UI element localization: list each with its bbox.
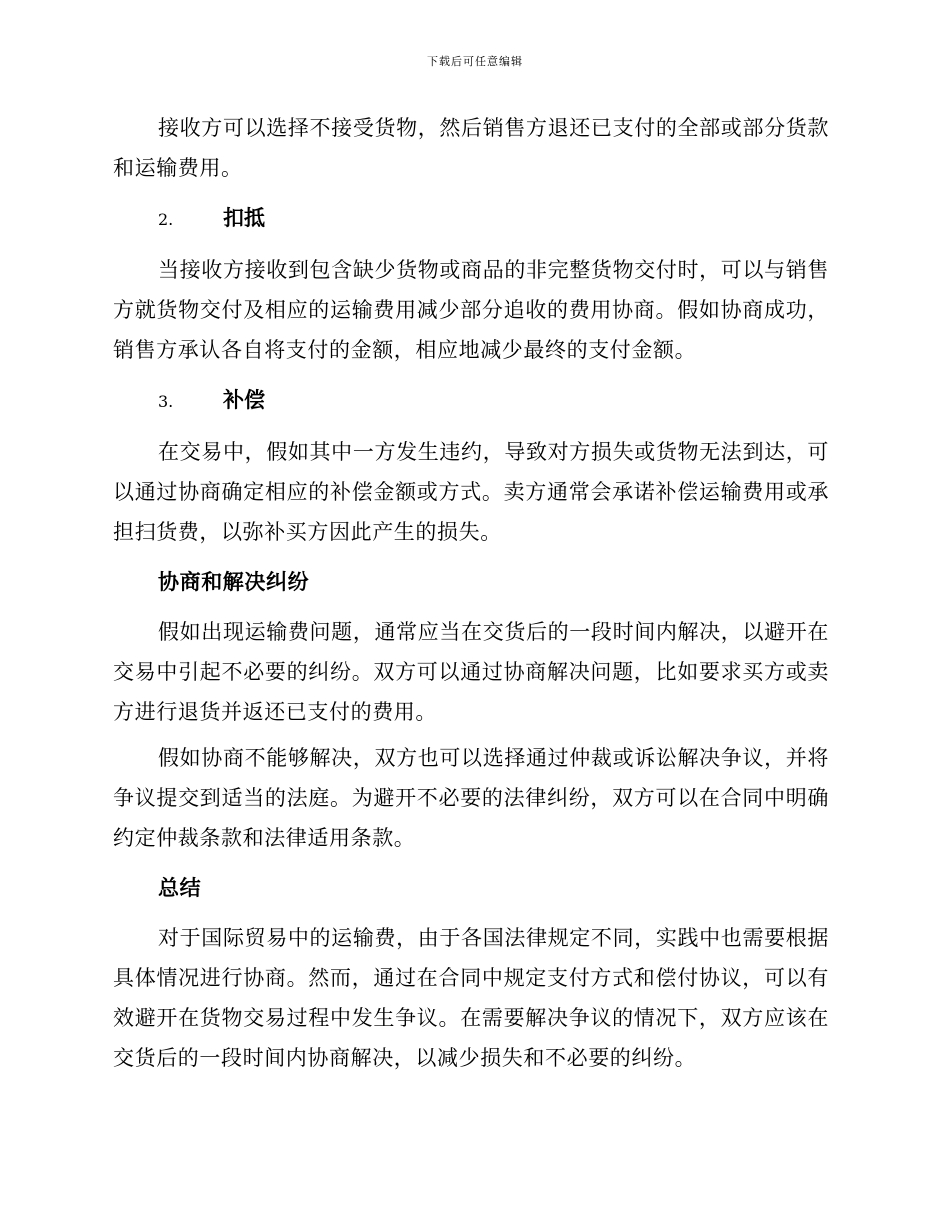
section-number: 3. <box>158 392 174 411</box>
page-header: 下载后可任意编辑 <box>427 55 523 68</box>
section-heading-summary: 总结 <box>158 875 202 900</box>
section-number: 2. <box>158 210 174 229</box>
section-title: 补偿 <box>223 387 265 412</box>
section-heading-compensation <box>113 380 829 422</box>
section-heading-offset <box>113 198 829 240</box>
document-body <box>113 108 829 1078</box>
section-title: 扣抵 <box>223 205 265 230</box>
paragraph-summary: 对于国际贸易中的运输费，由于各国法律规定不同，实践中也需要根据具体情况进行协商。然而，通过在合同中规定支付方式和偿付协议，可以有效避开在货物交易过程中发生争议。在需要解决争议的情况下，双方应该在交货后的一段时间内协商解决，以减少损失和不必要的纠纷。 <box>113 926 829 1070</box>
paragraph-offset: 当接收方接收到包含缺少货物或商品的非完整货物交付时，可以与销售方就货物交付及相应的运输费用减少部分追收的费用协商。假如协商成功，销售方承认各自将支付的金额，相应地减少最终的支付金额。 <box>113 258 829 362</box>
section-heading-dispute: 协商和解决纠纷 <box>158 569 310 594</box>
paragraph-compensation: 在交易中，假如其中一方发生违约，导致对方损失或货物无法到达，可以通过协商确定相应的补偿金额或方式。卖方通常会承诺补偿运输费用或承担扫货费，以弥补买方因此产生的损失。 <box>113 440 829 544</box>
paragraph-dispute-arbitration: 假如协商不能够解决，双方也可以选择通过仲裁或诉讼解决争议，并将争议提交到适当的法庭。为避开不必要的法律纠纷，双方可以在合同中明确约定仲裁条款和法律适用条款。 <box>113 746 829 850</box>
paragraph-dispute-negotiation: 假如出现运输费问题，通常应当在交货后的一段时间内解决，以避开在交易中引起不必要的纠纷。双方可以通过协商解决问题，比如要求买方或卖方进行退货并返还已支付的费用。 <box>113 620 829 724</box>
paragraph-return-goods: 接收方可以选择不接受货物，然后销售方退还已支付的全部或部分货款和运输费用。 <box>113 116 829 180</box>
